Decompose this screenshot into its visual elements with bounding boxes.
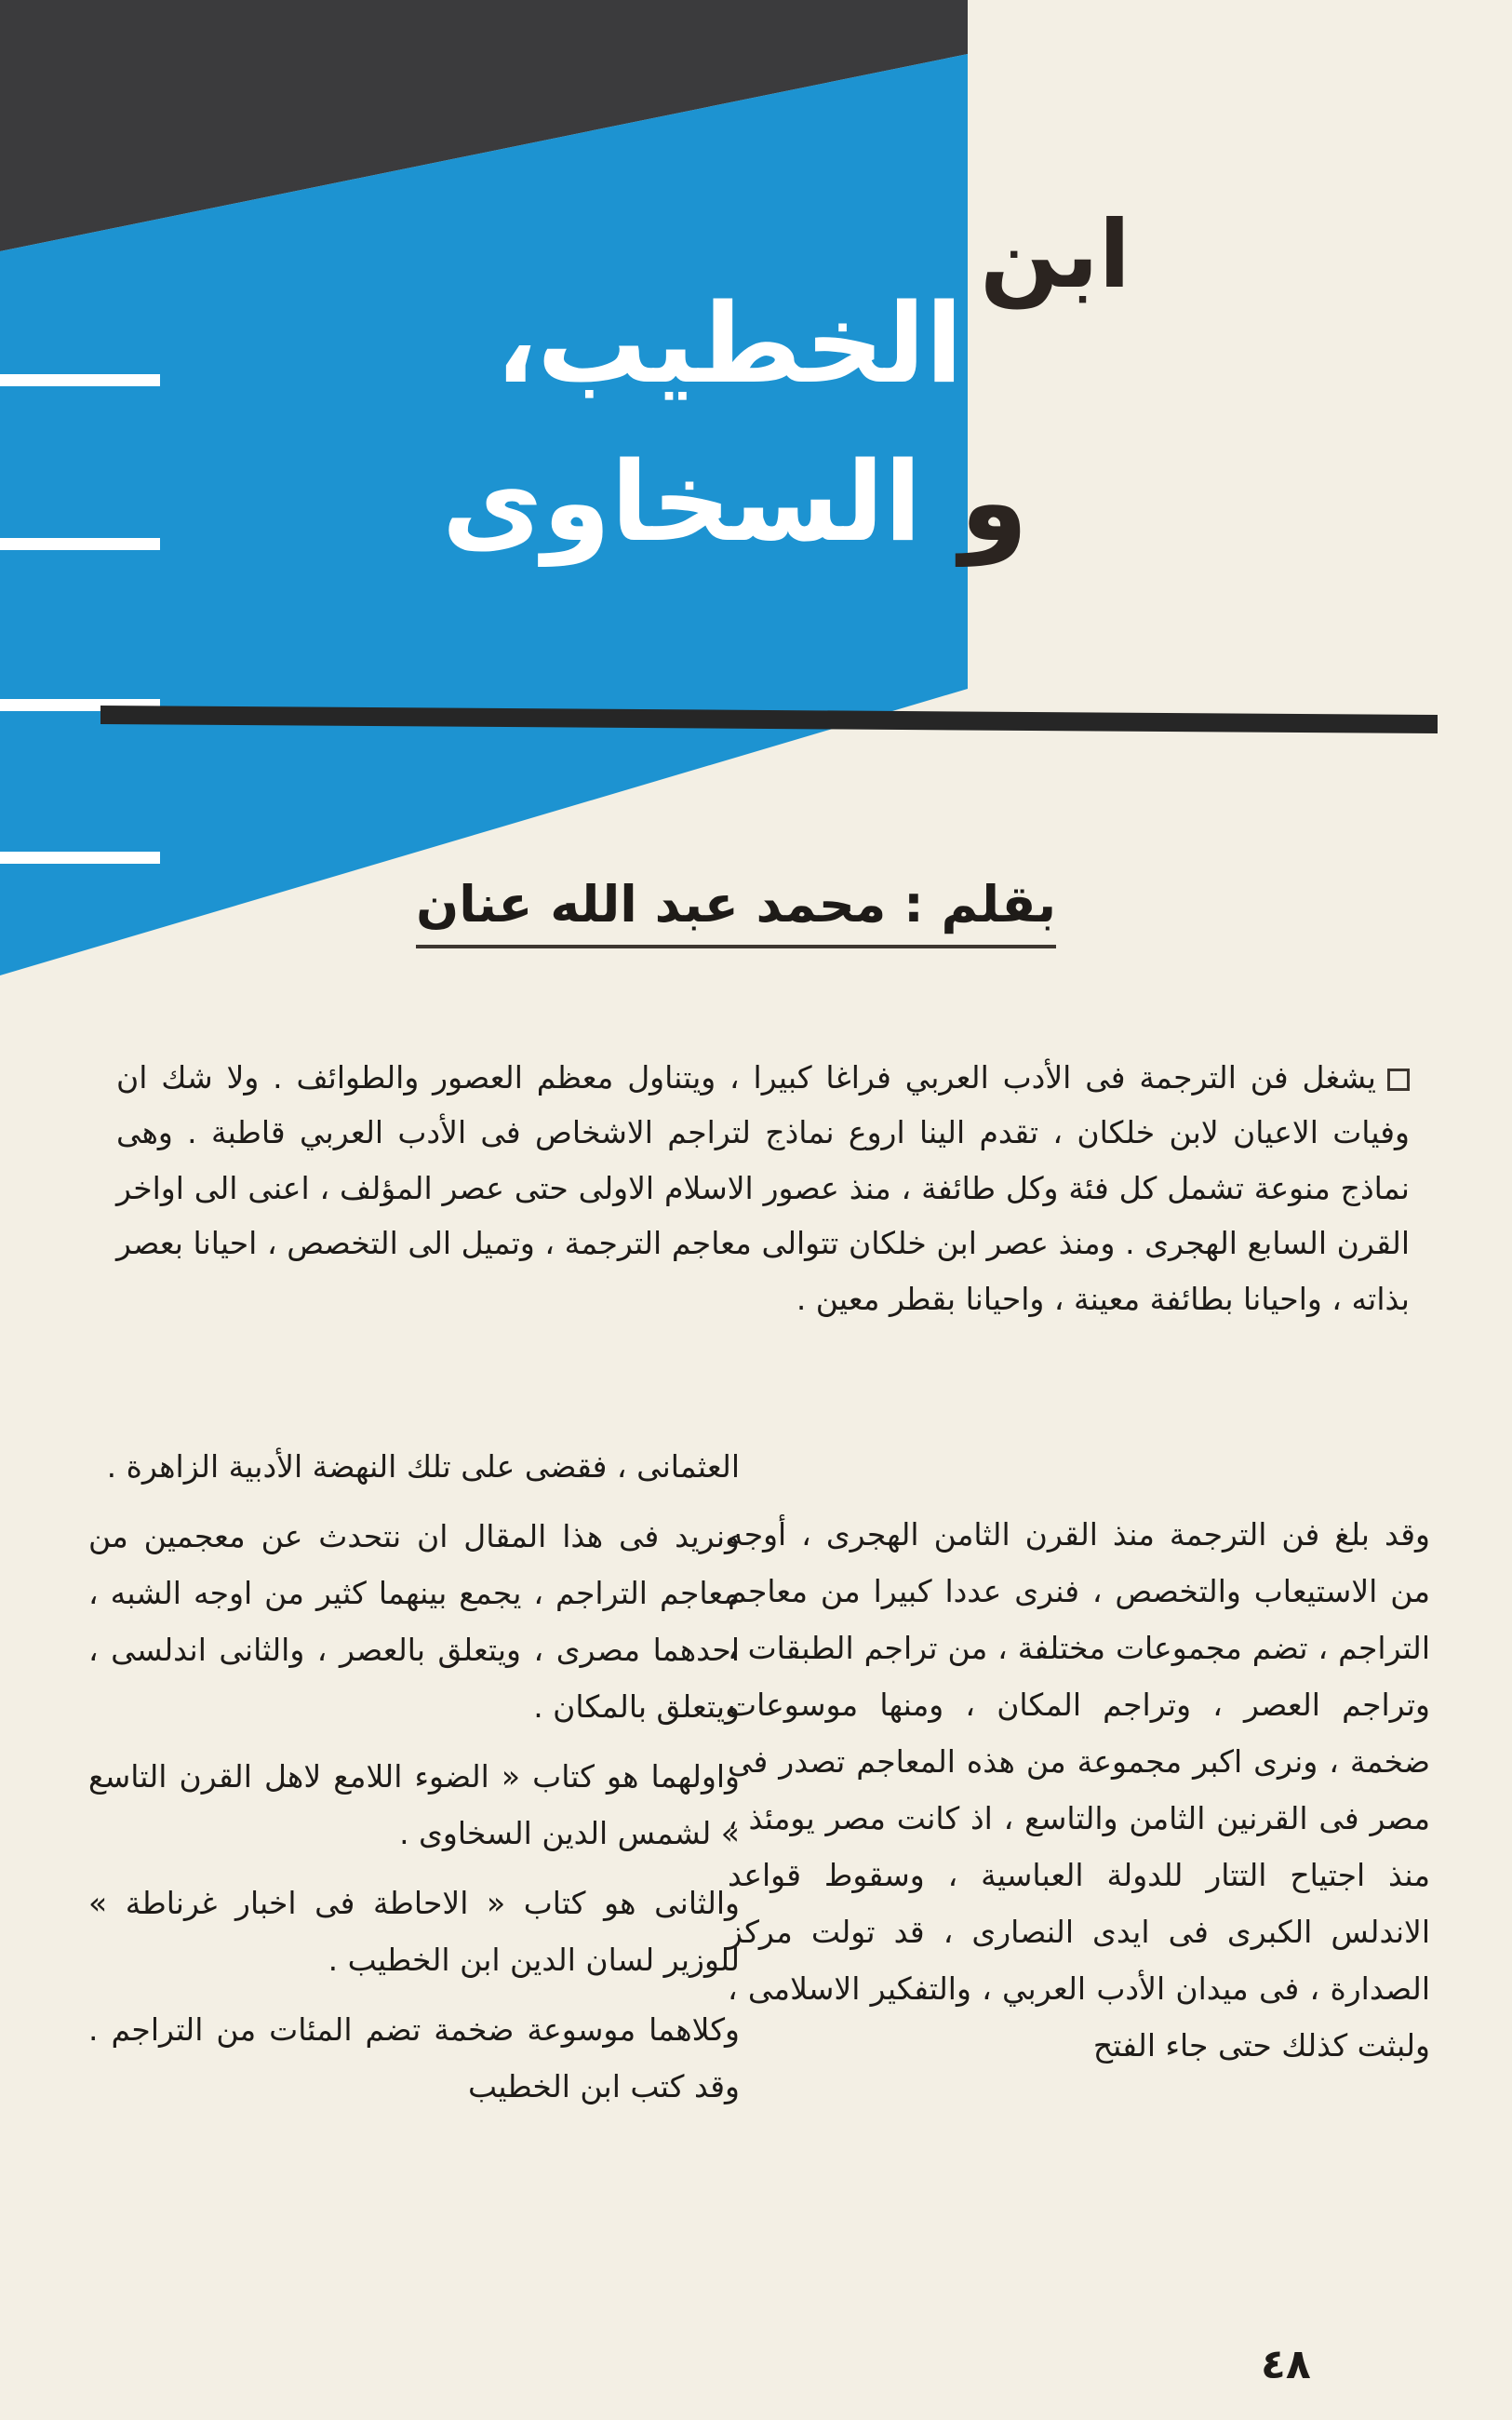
white-stripe: [0, 538, 160, 550]
white-stripe: [0, 374, 160, 386]
title-line-2: الخطيب،: [495, 279, 963, 408]
title-line-1: ابن: [980, 200, 1131, 309]
title-name: السخاوى: [441, 437, 922, 566]
white-stripe: [0, 852, 160, 864]
body-paragraph: العثمانى ، فقضى على تلك النهضة الأدبية الزاهرة .: [106, 1448, 740, 1485]
byline: بقلم : محمد عبد الله عنان: [416, 875, 1056, 948]
column-right: [728, 1506, 1430, 2087]
body-paragraph: وكلاهما موسوعة ضخمة تضم المئات من التراجم . وقد كتب ابن الخطيب: [88, 2011, 740, 2105]
column-left: [88, 1438, 740, 2129]
body-paragraph: واولهما هو كتاب « الضوء اللامع لاهل القرن التاسع » لشمس الدين السخاوى .: [88, 1758, 740, 1852]
body-paragraph: ونريد فى هذا المقال ان نتحدث عن معجمين من معاجم التراجم ، يجمع بينهما كثير من اوجه الشبه ، احدهما مصرى ، ويتعلق بالعصر ، والثانى اندلسى ، ويتعلق بالمكان .: [88, 1518, 740, 1726]
title-line-3: [442, 437, 1028, 566]
body-paragraph: والثانى هو كتاب « الاحاطة فى اخبار غرناطة » للوزير لسان الدين ابن الخطيب .: [88, 1885, 740, 1979]
body-paragraph: وقد بلغ فن الترجمة منذ القرن الثامن الهجرى ، أوجه من الاستيعاب والتخصص ، فنرى عددا كبيرا من معاجم التراجم ، تضم مجموعات مختلفة ، من تراجم الطبقات ، وتراجم العصر ، وتراجم المكان ، ومنها موسوعات ضخمة ، ونرى اكبر مجموعة من هذه المعاجم تصدر فى مصر فى القرنين الثامن والتاسع ، اذ كانت مصر يومئذ ، منذ اجتياح التتار للدولة العباسية ، وسقوط قواعد الاندلس الكبرى فى ايدى النصارى ، قد تولت مركز الصدارة ، فى ميدان الأدب العربي ، والتفكير الاسلامى ، ولبثت كذلك حتى جاء الفتح: [728, 1516, 1430, 2064]
title-conjunction: و: [959, 437, 1028, 566]
intro-paragraph: يشغل فن الترجمة فى الأدب العربي فراغا كبيرا ، ويتناول معظم العصور والطوائف . ولا شك ان وفيات الاعيان لابن خلكان ، تقدم الينا اروع نماذج لتراجم الاشخاص فى الأدب العربي قاطبة . وهى نماذج منوعة تشمل كل فئة وكل طائفة ، منذ عصور الاسلام الاولى حتى عصر المؤلف ، اعنى الى اواخر القرن السابع الهجرى . ومنذ عصر ابن خلكان تتوالى معاجم الترجمة ، وتميل الى التخصص ، احيانا بعصر بذاته ، واحيانا بطائفة معينة ، واحيانا بقطر معين .: [116, 1059, 1410, 1317]
square-bullet-icon: [1387, 1069, 1410, 1091]
page-number: ٤٨: [1261, 2341, 1311, 2388]
intro-section: [116, 1050, 1410, 1326]
